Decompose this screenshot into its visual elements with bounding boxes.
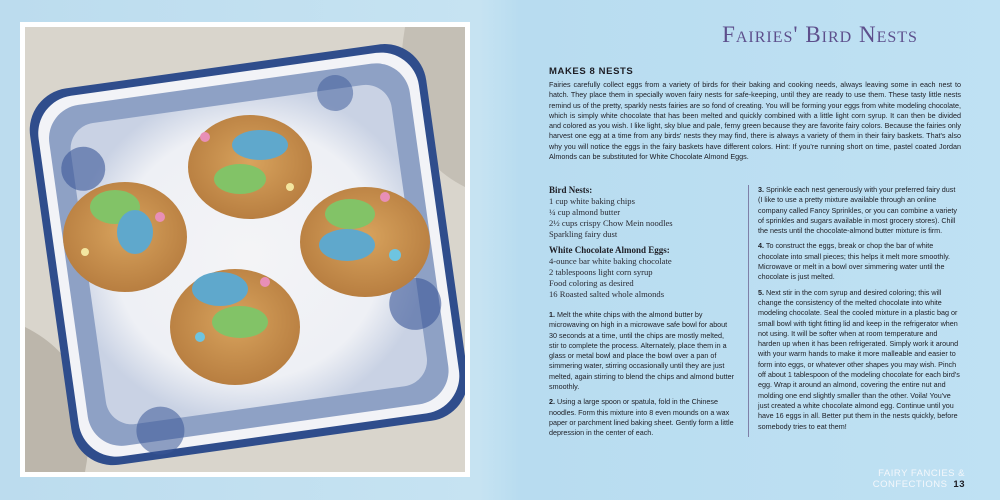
nest-1: [188, 115, 312, 219]
right-column: [748, 185, 960, 437]
left-column: [549, 185, 735, 444]
ingredient-item: 4-ounce bar white baking chocolate: [549, 256, 672, 266]
ingredient-heading: Bird Nests:: [549, 185, 593, 195]
ingredient-item: 16 Roasted salted whole almonds: [549, 289, 665, 299]
nest-3: [300, 187, 430, 297]
page-footer: [790, 468, 965, 490]
ingredient-group: [549, 185, 735, 240]
section-name: FAIRY FANCIES & CONFECTIONS: [872, 468, 965, 490]
ingredient-item: ¼ cup almond butter: [549, 207, 621, 217]
bird-nests-illustration: [25, 27, 465, 472]
recipe-photo: [25, 27, 465, 472]
steps-left: [549, 310, 735, 439]
recipe-page: [535, 0, 975, 500]
recipe-title: Fairies' Bird Nests: [722, 22, 918, 47]
ingredient-item: 1 cup white baking chips: [549, 196, 635, 206]
yield-label: MAKES 8 NESTS: [549, 66, 634, 77]
nest-4: [170, 269, 300, 385]
page-number: 13: [953, 479, 965, 490]
ingredient-item: 2 tablespoons light corn syrup: [549, 267, 653, 277]
nest-2: [63, 182, 187, 292]
photo-frame: [20, 22, 470, 477]
step-4: 4. To construct the eggs, break or chop the bar of white chocolate into small pieces; this helps it melt more smoothly. Microwave or melt in a bowl over simmering water until the chocolate is just melted.: [758, 241, 951, 282]
step-5: 5. Next stir in the corn syrup and desired coloring; this will change the consistency of the melted chocolate into white modeling chocolate. Seal the cooled mixture in a plastic bag or small bowl with tight fitting lid and keep in the refrigerator when not using. It will be softer when at room temperature and harden up when it has been refrigerated. Simply work it around with your warm hands to make it more malleable and easier to form into eggs, or whatever other shapes you may wish. Pinch off about 1 tablespoon of the modeling chocolate for each bird's egg. Wrap it around an almond, covering the entire nut and molding one end slightly smaller than the other. Voila! You've just created a white chocolate almond egg. Continue until you have 16 eggs in all. Better put them in the nests quickly, before somebody tries to eat them!: [758, 287, 960, 431]
ingredient-item: 2½ cups crispy Chow Mein noodles: [549, 218, 673, 228]
ingredient-item: Sparkling fairy dust: [549, 229, 618, 239]
step-1: 1. Melt the white chips with the almond butter by microwaving on high in a microwave safe bowl for about 30 seconds at a time, until the chips are mostly melted, stir to complete the process. Alternately, place them in a glass or metal bowl and place the bowl over a pan of simmering water, stirring occasionally until they are just melted, again stirring to blend the chips and almond butter smoothly.: [549, 310, 734, 392]
ingredient-group: [549, 245, 735, 300]
ingredient-item: Food coloring as desired: [549, 278, 634, 288]
step-3: 3. Sprinkle each nest generously with your preferred fairy dust (I like to use a pretty mixture available through an online company called Fancy Sprinkles, or you can combine a variety of sprinkles and sugars available in most grocery stores). Chill the nests until the chocolate-almond butter mixture is firm.: [758, 185, 957, 236]
ingredient-heading: White Chocolate Almond Eggs:: [549, 245, 670, 255]
recipe-intro: Fairies carefully collect eggs from a variety of birds for their baking and cooking needs, always leaving some in each nest to hatch. They place them in specially woven fairy nests for safe-keeping, until they are ready to use them. These tasty little nests remind us of the pretty, sparkly nests fairies are so fond of creating. You will be forming your eggs from white modeling chocolate, which is simply white chocolate that has been melted and quickly combined with a little light corn syrup. It can then be divided and colored as you wish. I like light, sky blue and pale, ferny green because they are favorite fairy colors. Because the fairies only harvest one egg at a time from any birds' nests they may find, there is always a variety of them in their fairy baskets. That's also why you will notice the eggs in the fairy baskets have different colors. Hint: If you're running short on time, pastel coated Jordan Almonds can be substituted for White Chocolate Almond Eggs.: [549, 80, 961, 162]
step-2: 2. Using a large spoon or spatula, fold in the Chinese noodles. Form this mixture into 8 even mounds on a wax paper or parchment lined baking sheet. Gently form a little depression in the center of each.: [549, 397, 734, 438]
